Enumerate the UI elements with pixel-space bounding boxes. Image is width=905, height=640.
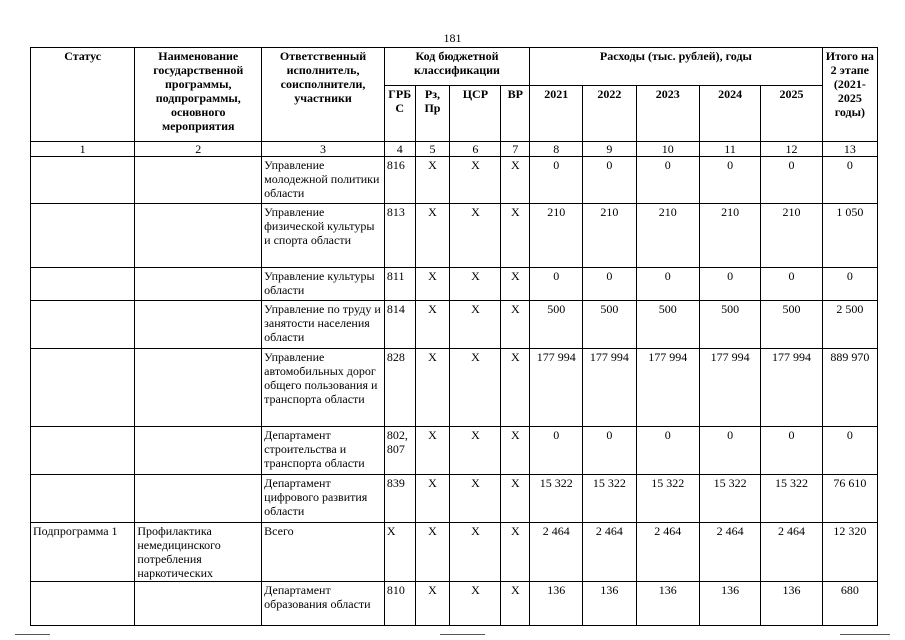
table-row [31,427,878,475]
header-grbs: ГРБ С [384,86,415,142]
col-number: 3 [262,142,385,157]
csr-cell: Х [450,301,501,349]
expense-value-cell: 2 464 [530,523,583,582]
status-cell [31,301,135,349]
expense-value-cell: 136 [761,582,822,626]
total-cell: 2 500 [822,301,877,349]
col-number: 13 [822,142,877,157]
executor-cell: Управление культуры области [262,268,385,301]
col-number: 2 [135,142,262,157]
expense-value-cell: 15 322 [699,475,760,523]
header-vr: ВР [501,86,530,142]
col-number: 12 [761,142,822,157]
expense-value-cell: 0 [530,268,583,301]
expense-value-cell: 0 [530,157,583,204]
total-cell: 680 [822,582,877,626]
grbs-cell: 816 [384,157,415,204]
expense-value-cell: 136 [699,582,760,626]
grbs-cell: 802, 807 [384,427,415,475]
executor-cell: Департамент цифрового развития области [262,475,385,523]
expense-value-cell: 0 [761,268,822,301]
total-cell: 76 610 [822,475,877,523]
vr-cell: Х [501,427,530,475]
expense-value-cell: 15 322 [583,475,636,523]
rzpr-cell: Х [415,204,450,268]
rzpr-cell: Х [415,268,450,301]
expense-value-cell: 0 [583,427,636,475]
csr-cell: Х [450,427,501,475]
status-cell [31,268,135,301]
expense-value-cell: 0 [636,157,699,204]
expense-value-cell: 2 464 [583,523,636,582]
program-name-cell [135,349,262,427]
header-status: Статус [31,48,135,142]
vr-cell: Х [501,301,530,349]
expense-value-cell: 177 994 [583,349,636,427]
csr-cell: Х [450,268,501,301]
expense-value-cell: 500 [583,301,636,349]
header-year: 2025 [761,86,822,142]
vr-cell: Х [501,475,530,523]
expense-value-cell: 210 [530,204,583,268]
rzpr-cell: Х [415,427,450,475]
rzpr-cell: Х [415,349,450,427]
executor-cell: Управление автомобильных дорог общего пользования и транспорта области [262,349,385,427]
header-year: 2022 [583,86,636,142]
expense-value-cell: 500 [636,301,699,349]
expense-value-cell: 0 [583,268,636,301]
expense-value-cell: 0 [636,268,699,301]
expense-value-cell: 0 [699,427,760,475]
vr-cell: Х [501,349,530,427]
expense-value-cell: 177 994 [530,349,583,427]
col-number: 11 [699,142,760,157]
csr-cell: Х [450,157,501,204]
expense-value-cell: 2 464 [699,523,760,582]
vr-cell: Х [501,582,530,626]
rzpr-cell: Х [415,475,450,523]
vr-cell: Х [501,204,530,268]
expense-value-cell: 210 [636,204,699,268]
table-row [31,268,878,301]
rzpr-cell: Х [415,582,450,626]
expense-value-cell: 15 322 [636,475,699,523]
expense-value-cell: 177 994 [699,349,760,427]
rzpr-cell: Х [415,523,450,582]
rzpr-cell: Х [415,301,450,349]
csr-cell: Х [450,349,501,427]
program-name-cell [135,301,262,349]
total-cell: 12 320 [822,523,877,582]
csr-cell: Х [450,523,501,582]
rzpr-cell: Х [415,157,450,204]
table-row [31,301,878,349]
col-number: 6 [450,142,501,157]
executor-cell: Всего [262,523,385,582]
program-name-cell: Профилактика немедицинского потребления наркотических [135,523,262,582]
expense-value-cell: 0 [530,427,583,475]
total-cell: 889 970 [822,349,877,427]
table-row [31,204,878,268]
expense-value-cell: 177 994 [761,349,822,427]
total-cell: 0 [822,157,877,204]
total-cell: 0 [822,427,877,475]
header-rzpr: Рз, Пр [415,86,450,142]
table-row [31,475,878,523]
status-cell [31,157,135,204]
executor-cell: Департамент строительства и транспорта области [262,427,385,475]
column-numbers-row [31,142,878,157]
total-cell: 1 050 [822,204,877,268]
csr-cell: Х [450,204,501,268]
total-cell: 0 [822,268,877,301]
expense-value-cell: 136 [530,582,583,626]
status-cell [31,204,135,268]
col-number: 1 [31,142,135,157]
grbs-cell: 814 [384,301,415,349]
header-year: 2024 [699,86,760,142]
budget-table [30,47,878,626]
col-number: 5 [415,142,450,157]
expense-value-cell: 136 [636,582,699,626]
footer-rule [15,634,50,635]
status-cell [31,349,135,427]
header-name: Наименование государственной программы, подпрограммы, основного мероприятия [135,48,262,142]
status-cell: Подпрограмма 1 [31,523,135,582]
expense-value-cell: 177 994 [636,349,699,427]
grbs-cell: 810 [384,582,415,626]
expense-value-cell: 0 [761,427,822,475]
table-row [31,582,878,626]
col-number: 8 [530,142,583,157]
executor-cell: Управление молодежной политики области [262,157,385,204]
header-budget-code: Код бюджетной классификации [384,48,529,86]
expense-value-cell: 0 [583,157,636,204]
expense-value-cell: 500 [530,301,583,349]
header-year: 2023 [636,86,699,142]
expense-value-cell: 2 464 [636,523,699,582]
expense-value-cell: 210 [583,204,636,268]
status-cell [31,427,135,475]
table-row [31,157,878,204]
expense-value-cell: 500 [699,301,760,349]
executor-cell: Управление физической культуры и спорта области [262,204,385,268]
expense-value-cell: 136 [583,582,636,626]
header-year: 2021 [530,86,583,142]
header-csr: ЦСР [450,86,501,142]
grbs-cell: 839 [384,475,415,523]
col-number: 4 [384,142,415,157]
program-name-cell [135,157,262,204]
status-cell [31,475,135,523]
page-number: 181 [443,31,462,45]
expense-value-cell: 500 [761,301,822,349]
header-expenses: Расходы (тыс. рублей), годы [530,48,823,86]
status-cell [31,582,135,626]
program-name-cell [135,204,262,268]
program-name-cell [135,268,262,301]
vr-cell: Х [501,157,530,204]
expense-value-cell: 15 322 [530,475,583,523]
expense-value-cell: 0 [761,157,822,204]
expense-value-cell: 210 [761,204,822,268]
program-name-cell [135,427,262,475]
grbs-cell: 813 [384,204,415,268]
program-name-cell [135,475,262,523]
header-total: Итого на 2 этапе (2021-2025 годы) [822,48,877,142]
table-row [31,523,878,582]
footer-rule [840,634,890,635]
grbs-cell: 828 [384,349,415,427]
col-number: 10 [636,142,699,157]
col-number: 7 [501,142,530,157]
col-number: 9 [583,142,636,157]
csr-cell: Х [450,582,501,626]
footer-rule [440,634,485,635]
grbs-cell: 811 [384,268,415,301]
csr-cell: Х [450,475,501,523]
executor-cell: Департамент образования области [262,582,385,626]
vr-cell: Х [501,523,530,582]
expense-value-cell: 0 [699,268,760,301]
expense-value-cell: 15 322 [761,475,822,523]
expense-value-cell: 2 464 [761,523,822,582]
grbs-cell: Х [384,523,415,582]
expense-value-cell: 0 [636,427,699,475]
expense-value-cell: 0 [699,157,760,204]
executor-cell: Управление по труду и занятости населения области [262,301,385,349]
table-row [31,349,878,427]
vr-cell: Х [501,268,530,301]
expense-value-cell: 210 [699,204,760,268]
program-name-cell [135,582,262,626]
header-executor: Ответственный исполнитель, соисполнители, участники [262,48,385,142]
